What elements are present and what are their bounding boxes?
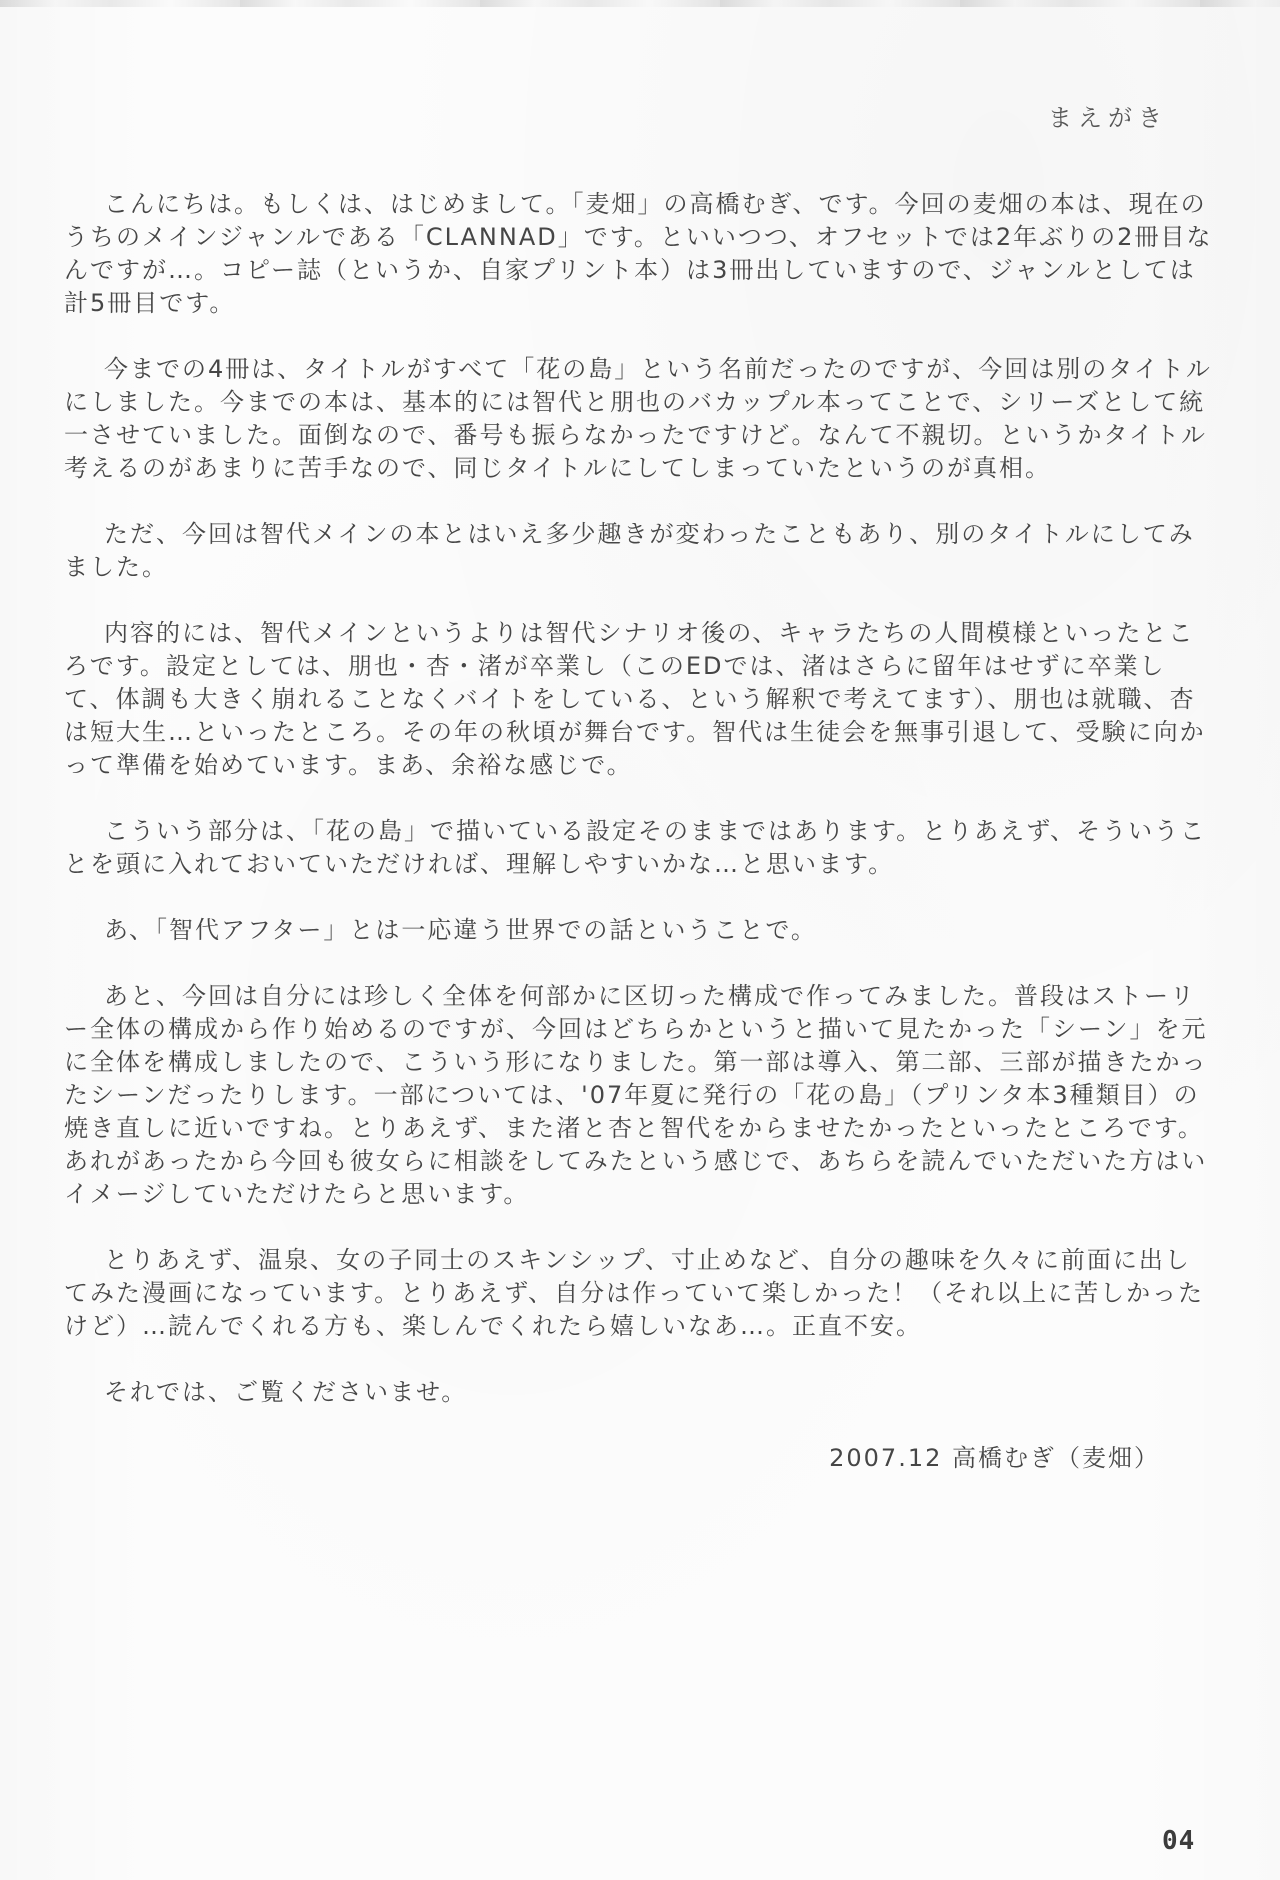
paragraph: あと、今回は自分には珍しく全体を何部かに区切った構成で作ってみました。普段はストーリー全体の構成から作り始めるのですが、今回はどちらかというと描いて見たかった「シーン」を元に全体を構成しましたので、こういう形になりました。第一部は導入、第二部、三部が描きたかったシーンだったりします。一部については、'07年夏に発行の「花の島」（プリンタ本3種類目）の焼き直しに近いですね。とりあえず、また渚と杏と智代をからませたかったといったところです。あれがあったから今回も彼女らに相談をしてみたという感じで、あちらを読んでいただいた方はいイメージしていただけたらと思います。 [64,982,1208,1208]
paragraph: 内容的には、智代メインというよりは智代シナリオ後の、キャラたちの人間模様といったところです。設定としては、朋也・杏・渚が卒業し（このEDでは、渚はさらに留年はせずに卒業して、体調も大きく崩れることなくバイトをしている、という解釈で考えてます）、朋也は就職、杏は短大生…といったところ。その年の秋頃が舞台です。智代は生徒会を無事引退して、受験に向かって準備を始めています。まあ、余裕な感じで。 [64,619,1206,779]
paragraph: あ、「智代アフター」とは一応違う世界での話ということで。 [78,916,817,944]
page-number: 04 [1162,1826,1196,1856]
paragraph: それでは、ご覧くださいませ。 [78,1378,468,1406]
paragraph: こんにちは。もしくは、はじめまして。「麦畑」の高橋むぎ、です。今回の麦畑の本は、現在のうちのメインジャンルである「CLANNAD」です。といいつつ、オフセットでは2年ぶりの2冊目なんですが…。コピー誌（というか、自家プリント本）は3冊出していますので、ジャンルとしては計5冊目です。 [64,190,1213,317]
paragraph: とりあえず、温泉、女の子同士のスキンシップ、寸止めなど、自分の趣味を久々に前面に出してみた漫画になっています。とりあえず、自分は作っていて楽しかった！（それ以上に苦しかったけど）…読んでくれる方も、楽しんでくれたら嬉しいなあ…。正直不安。 [64,1246,1205,1340]
signature-line: 2007.12 高橋むぎ（麦畑） [829,1444,1160,1472]
paragraph: ただ、今回は智代メインの本とはいえ多少趣きが変わったこともあり、別のタイトルにしてみました。 [64,520,1195,581]
preface-body [64,188,1216,1508]
paragraph: こういう部分は、「花の島」で描いている設定そのままではあります。とりあえず、そういうことを頭に入れておいていただければ、理解しやすいかな…と思います。 [64,817,1207,878]
paragraph: 今までの4冊は、タイトルがすべて「花の島」という名前だったのですが、今回は別のタイトルにしました。今までの本は、基本的には智代と朋也のバカップル本ってことで、シリーズとして統一させていました。面倒なので、番号も振らなかったですけど。なんて不親切。というかタイトル考えるのがあまりに苦手なので、同じタイトルにしてしまっていたというのが真相。 [64,355,1212,482]
page-title: まえがき [1048,104,1168,132]
scan-edge-artifact [0,0,1280,7]
